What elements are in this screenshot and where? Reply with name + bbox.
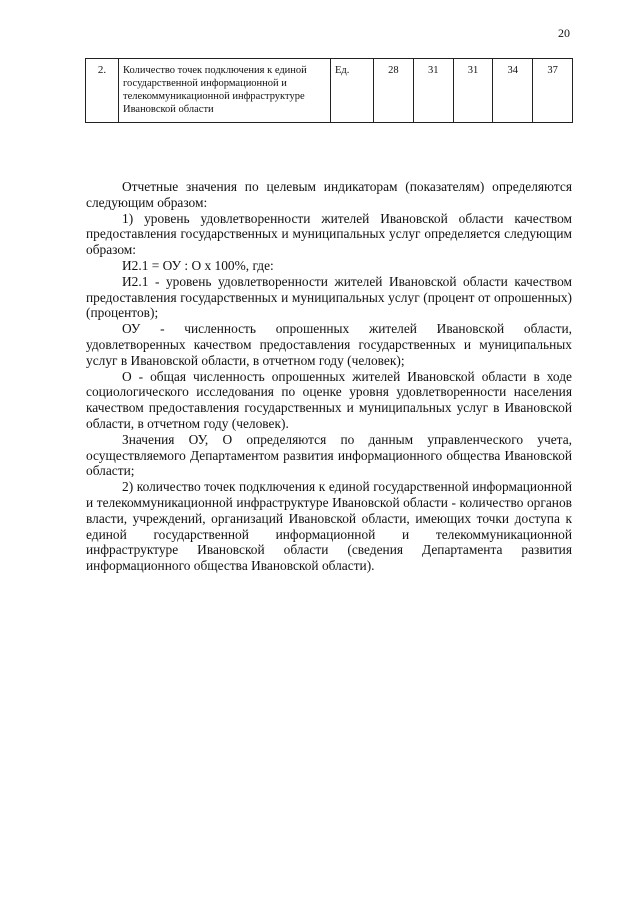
paragraph: Значения ОУ, О определяются по данным управленческого учета, осуществляемого Департаментом развития информационного общества Ивановской области;	[86, 431, 572, 479]
value-cell: 37	[533, 59, 573, 123]
unit-cell: Ед.	[331, 59, 374, 123]
paragraph: 1) уровень удовлетворенности жителей Ивановской области качеством предоставления государственных и муниципальных услуг определяется следующим образом:	[86, 210, 572, 258]
indicator-table	[85, 58, 573, 123]
row-number-cell: 2.	[86, 59, 119, 123]
paragraph: И2.1 - уровень удовлетворенности жителей Ивановской области качеством предоставления государственных и муниципальных услуг (процент от опрошенных) (процентов);	[86, 273, 572, 321]
body-text	[86, 179, 572, 574]
table-row	[86, 59, 573, 123]
paragraph: 2) количество точек подключения к единой государственной информационной и телекоммуникационной инфраструктуре Ивановской области - количество органов власти, учреждений, организаций Ивановской области, имеющих точки доступа к единой государственной информационной и телекоммуникационной инфраструктуре Ивановской области (сведения Департамента развития информационного общества Ивановской области).	[86, 479, 572, 574]
paragraph: Отчетные значения по целевым индикаторам (показателям) определяются следующим образом:	[86, 179, 572, 210]
value-cell: 31	[453, 59, 493, 123]
paragraph: ОУ - численность опрошенных жителей Ивановской области, удовлетворенных качеством предоставления государственных и муниципальных услуг в Ивановской области, в отчетном году (человек);	[86, 321, 572, 368]
indicator-name-cell: Количество точек подключения к единой государственной информационной и телекоммуникационной инфраструктуре Ивановской области	[119, 59, 331, 123]
paragraph: О - общая численность опрошенных жителей Ивановской области в ходе социологического исследования по оценке уровня удовлетворенности населения качеством предоставления государственных и муниципальных услуг в Ивановской области, в отчетном году (человек).	[86, 368, 572, 431]
value-cell: 31	[413, 59, 453, 123]
value-cell: 28	[374, 59, 414, 123]
paragraph: И2.1 = ОУ : О х 100%, где:	[122, 257, 274, 273]
page-number: 20	[558, 26, 570, 40]
value-cell: 34	[493, 59, 533, 123]
